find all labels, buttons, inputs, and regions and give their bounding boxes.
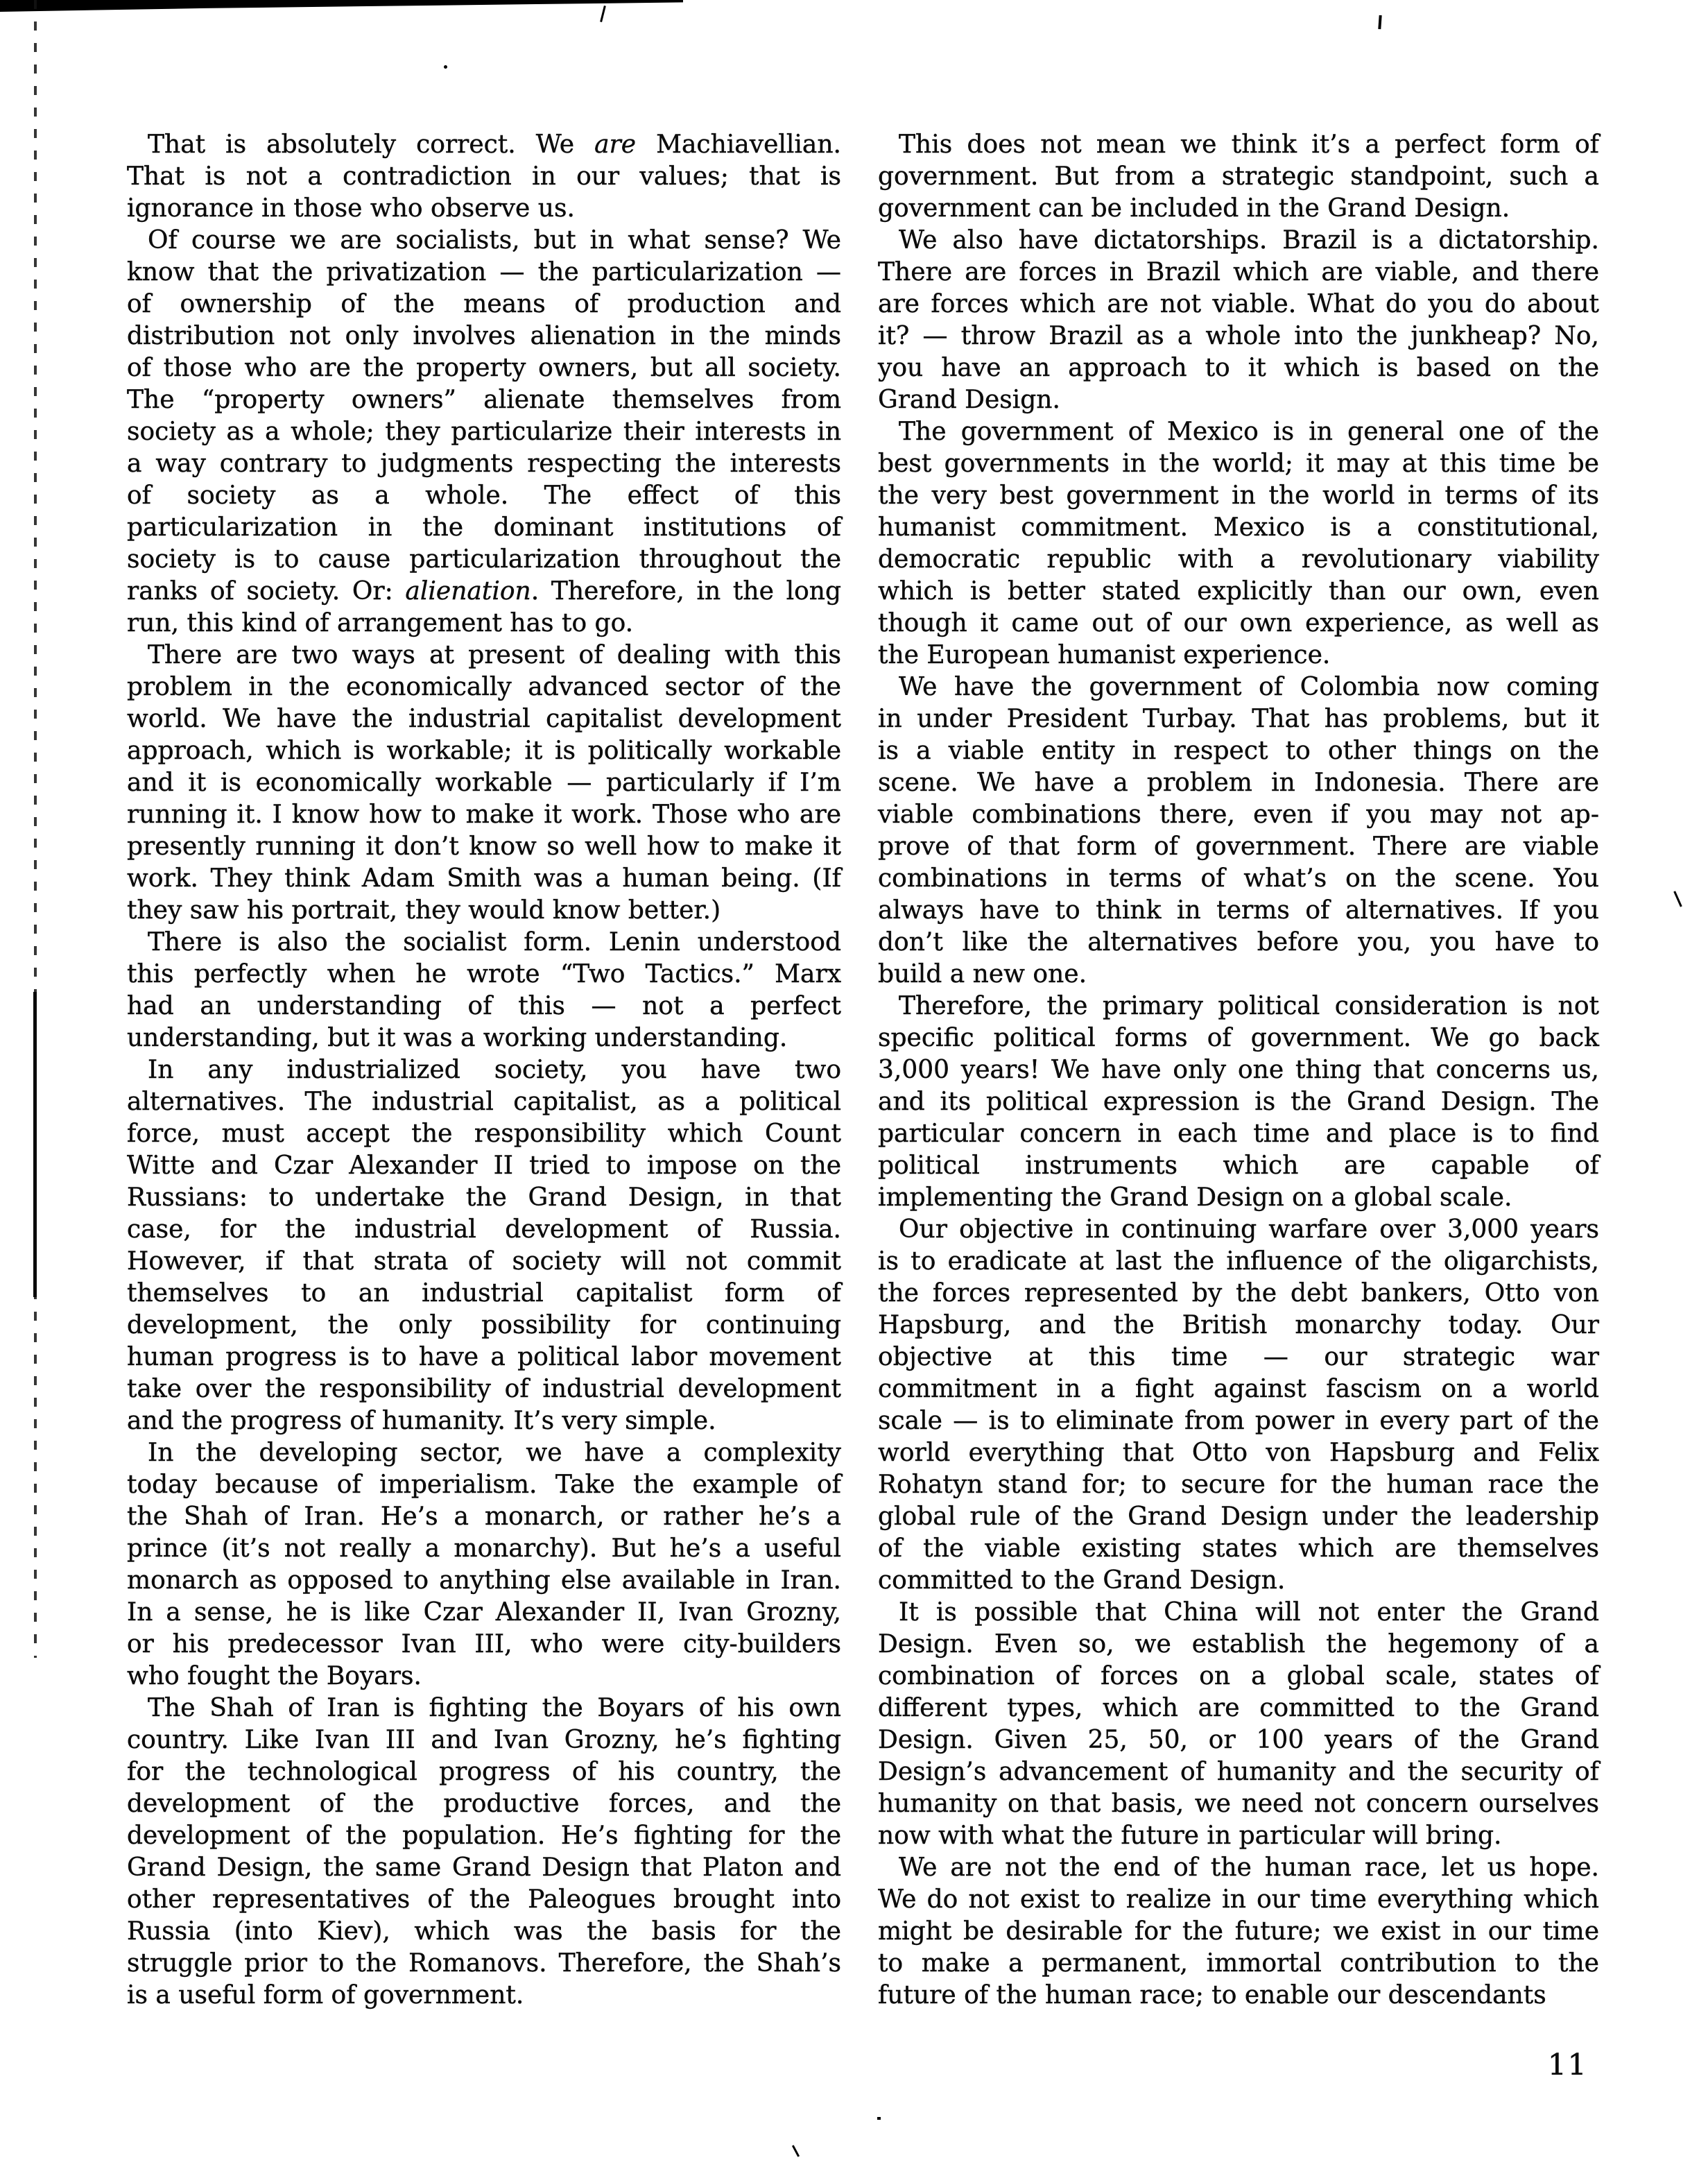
text-line: presently running it don’t know so well how to make it bbox=[127, 832, 841, 861]
text-line: The Shah of Iran is fighting the Boyars of his own bbox=[148, 1694, 841, 1722]
paragraph bbox=[878, 129, 1599, 225]
text-line: build a new one. bbox=[878, 960, 1087, 988]
scan-speck bbox=[792, 2145, 800, 2157]
text-line: That is absolutely correct. We are Machiavellian. bbox=[148, 130, 841, 159]
paragraph bbox=[878, 225, 1599, 416]
scan-speck bbox=[600, 6, 606, 22]
paragraph bbox=[127, 927, 841, 1054]
text-line: 3,000 years! We have only one thing that concerns us, bbox=[878, 1056, 1599, 1084]
text-line: Grand Design, the same Grand Design that Platon and bbox=[127, 1853, 841, 1882]
text-line: government can be included in the Grand Design. bbox=[878, 194, 1510, 223]
scan-speck bbox=[444, 65, 447, 69]
text-line: We also have dictatorships. Brazil is a dictatorship. bbox=[899, 226, 1599, 255]
text-line: country. Like Ivan III and Ivan Grozny, he’s fighting bbox=[127, 1726, 841, 1754]
text-line: Rohatyn stand for; to secure for the human race the bbox=[878, 1471, 1599, 1499]
text-line: distribution not only involves alienation in the minds bbox=[127, 322, 841, 350]
text-line: ignorance in those who observe us. bbox=[127, 194, 575, 223]
text-line: for the technological progress of his country, the bbox=[127, 1758, 841, 1786]
text-line: they saw his portrait, they would know better.) bbox=[127, 896, 721, 925]
text-line: alternatives. The industrial capitalist, as a political bbox=[127, 1088, 841, 1116]
text-line: understanding, but it was a working understanding. bbox=[127, 1024, 788, 1052]
text-line: world everything that Otto von Hapsburg and Felix bbox=[878, 1439, 1599, 1467]
text-line: viable combinations there, even if you may not ap- bbox=[878, 800, 1599, 829]
text-line: In any industrialized society, you have two bbox=[148, 1056, 841, 1084]
text-line: The “property owners” alienate themselves from bbox=[127, 386, 841, 414]
text-line: It is possible that China will not enter the Grand bbox=[899, 1598, 1599, 1627]
paragraph bbox=[127, 1437, 841, 1692]
text-line: However, if that strata of society will not commit bbox=[127, 1247, 841, 1276]
text-line: and its political expression is the Grand Design. The bbox=[878, 1088, 1599, 1116]
text-line: scale — is to eliminate from power in every part of the bbox=[878, 1407, 1599, 1435]
text-line: of the viable existing states which are themselves bbox=[878, 1534, 1599, 1563]
text-line: ranks of society. Or: alienation. Therefore, in the long bbox=[127, 577, 841, 606]
text-line: of society as a whole. The effect of this bbox=[127, 481, 841, 510]
text-line: government. But from a strategic standpoint, such a bbox=[878, 162, 1599, 191]
text-line: Witte and Czar Alexander II tried to impose on the bbox=[127, 1151, 841, 1180]
text-line: scene. We have a problem in Indonesia. There are bbox=[878, 769, 1599, 797]
text-column-right bbox=[878, 129, 1599, 2012]
text-line: democratic republic with a revolutionary viability bbox=[878, 545, 1599, 574]
page-number: 11 bbox=[1548, 2048, 1588, 2082]
text-line: in under President Turbay. That has problems, but it bbox=[878, 705, 1599, 733]
text-line: specific political forms of government. We go back bbox=[878, 1024, 1599, 1052]
paragraph bbox=[127, 225, 841, 640]
text-line: now with what the future in particular will bring. bbox=[878, 1822, 1502, 1850]
text-line: struggle prior to the Romanovs. Therefore, the Shah’s bbox=[127, 1949, 841, 1978]
text-line: it? — throw Brazil as a whole into the junkheap? No, bbox=[878, 322, 1599, 350]
text-line: of those who are the property owners, but all society. bbox=[127, 354, 841, 382]
text-line: Design. Even so, we establish the hegemony of a bbox=[878, 1630, 1599, 1658]
text-line: We are not the end of the human race, let us hope. bbox=[899, 1853, 1599, 1882]
scan-speck bbox=[877, 2117, 881, 2120]
paragraph bbox=[127, 1692, 841, 2012]
text-line: different types, which are committed to the Grand bbox=[878, 1694, 1599, 1722]
text-line: commitment in a fight against fascism on a world bbox=[878, 1375, 1599, 1403]
text-line: the Shah of Iran. He’s a monarch, or rather he’s a bbox=[127, 1502, 841, 1531]
text-line: the forces represented by the debt bankers, Otto von bbox=[878, 1279, 1599, 1308]
paragraph bbox=[878, 1597, 1599, 1852]
text-line: humanist commitment. Mexico is a constitutional, bbox=[878, 513, 1599, 542]
text-line: though it came out of our own experience, as well as bbox=[878, 609, 1599, 637]
text-line: is to eradicate at last the influence of the oligarchists, bbox=[878, 1247, 1599, 1276]
text-line: prove of that form of government. There are viable bbox=[878, 832, 1599, 861]
text-line: this perfectly when he wrote “Two Tactics.” Marx bbox=[127, 960, 841, 988]
text-line: and it is economically workable — particularly if I’m bbox=[127, 769, 841, 797]
text-column-left bbox=[127, 129, 841, 2012]
paragraph bbox=[878, 1214, 1599, 1597]
text-line: human progress is to have a political labor movement bbox=[127, 1343, 841, 1371]
text-line: In the developing sector, we have a complexity bbox=[148, 1439, 841, 1467]
text-line: problem in the economically advanced sector of the bbox=[127, 673, 841, 701]
text-line: always have to think in terms of alternatives. If you bbox=[878, 896, 1599, 925]
text-line: a way contrary to judgments respecting the interests bbox=[127, 449, 841, 478]
text-line: There is also the socialist form. Lenin understood bbox=[148, 928, 841, 957]
text-line: society as a whole; they particularize their interests in bbox=[127, 418, 841, 446]
paragraph bbox=[127, 129, 841, 225]
scan-speck bbox=[1378, 15, 1381, 29]
text-line: In a sense, he is like Czar Alexander II, Ivan Grozny, bbox=[127, 1598, 841, 1627]
scan-fold-line-dense bbox=[33, 992, 37, 1297]
text-line: Design. Given 25, 50, or 100 years of the Grand bbox=[878, 1726, 1599, 1754]
text-line: combinations in terms of what’s on the scene. You bbox=[878, 864, 1599, 893]
text-line: today because of imperialism. Take the example of bbox=[127, 1471, 841, 1499]
text-line: There are forces in Brazil which are viable, and there bbox=[878, 258, 1599, 286]
scan-fold-line bbox=[34, 0, 37, 1658]
text-line: running it. I know how to make it work. Those who are bbox=[127, 800, 841, 829]
paragraph bbox=[878, 991, 1599, 1214]
text-line: objective at this time — our strategic war bbox=[878, 1343, 1599, 1371]
text-line: There are two ways at present of dealing with this bbox=[148, 641, 841, 669]
text-line: or his predecessor Ivan III, who were city-builders bbox=[127, 1630, 841, 1658]
text-line: know that the privatization — the particularization — bbox=[127, 258, 841, 286]
text-line: Grand Design. bbox=[878, 386, 1060, 414]
text-line: Russians: to undertake the Grand Design, in that bbox=[127, 1183, 841, 1212]
text-line: committed to the Grand Design. bbox=[878, 1566, 1286, 1595]
paragraph bbox=[127, 640, 841, 927]
text-line: other representatives of the Paleogues brought into bbox=[127, 1885, 841, 1914]
text-line: monarch as opposed to anything else available in Iran. bbox=[127, 1566, 841, 1595]
text-line: development of the productive forces, and the bbox=[127, 1790, 841, 1818]
text-line: who fought the Boyars. bbox=[127, 1662, 422, 1690]
text-line: had an understanding of this — not a perfect bbox=[127, 992, 841, 1020]
text-line: force, must accept the responsibility which Count bbox=[127, 1120, 841, 1148]
scan-speck bbox=[1673, 891, 1682, 907]
text-line: humanity on that basis, we need not concern ourselves bbox=[878, 1790, 1599, 1818]
text-line: particular concern in each time and place is to find bbox=[878, 1120, 1599, 1148]
text-line: Russia (into Kiev), which was the basis for the bbox=[127, 1917, 841, 1946]
text-line: themselves to an industrial capitalist form of bbox=[127, 1279, 841, 1308]
text-line: Our objective in continuing warfare over 3,000 years bbox=[899, 1215, 1599, 1244]
text-line: We do not exist to realize in our time everything which bbox=[878, 1885, 1599, 1914]
text-line: don’t like the alternatives before you, you have to bbox=[878, 928, 1599, 957]
text-line: Of course we are socialists, but in what sense? We bbox=[148, 226, 841, 255]
text-line: That is not a contradiction in our values; that is bbox=[127, 162, 841, 191]
text-line: is a viable entity in respect to other things on the bbox=[878, 737, 1599, 765]
text-line: approach, which is workable; it is politically workable bbox=[127, 737, 841, 765]
text-line: particularization in the dominant institutions of bbox=[127, 513, 841, 542]
text-line: political instruments which are capable of bbox=[878, 1151, 1599, 1180]
text-line: global rule of the Grand Design under the leadership bbox=[878, 1502, 1599, 1531]
text-line: work. They think Adam Smith was a human being. (If bbox=[127, 864, 841, 893]
text-line: We have the government of Colombia now coming bbox=[899, 673, 1599, 701]
paragraph bbox=[878, 416, 1599, 671]
text-line: best governments in the world; it may at this time be bbox=[878, 449, 1599, 478]
text-line: the very best government in the world in terms of its bbox=[878, 481, 1599, 510]
text-line: are forces which are not viable. What do you do about bbox=[878, 290, 1599, 318]
text-line: world. We have the industrial capitalist development bbox=[127, 705, 841, 733]
text-line: you have an approach to it which is based on the bbox=[878, 354, 1599, 382]
text-line: Therefore, the primary political consideration is not bbox=[899, 992, 1599, 1020]
text-line: prince (it’s not really a monarchy). But he’s a useful bbox=[127, 1534, 841, 1563]
text-line: Design’s advancement of humanity and the security of bbox=[878, 1758, 1599, 1786]
text-line: implementing the Grand Design on a global scale. bbox=[878, 1183, 1512, 1212]
text-line: development, the only possibility for continuing bbox=[127, 1311, 841, 1339]
text-line: might be desirable for the future; we exist in our time bbox=[878, 1917, 1599, 1946]
text-line: Hapsburg, and the British monarchy today. Our bbox=[878, 1311, 1599, 1339]
text-line: the European humanist experience. bbox=[878, 641, 1331, 669]
text-line: This does not mean we think it’s a perfect form of bbox=[899, 130, 1599, 159]
text-line: take over the responsibility of industrial development bbox=[127, 1375, 841, 1403]
text-line: The government of Mexico is in general one of the bbox=[899, 418, 1599, 446]
text-line: of ownership of the means of production and bbox=[127, 290, 841, 318]
text-line: run, this kind of arrangement has to go. bbox=[127, 609, 634, 637]
text-line: which is better stated explicitly than our own, even bbox=[878, 577, 1599, 606]
paragraph bbox=[878, 1852, 1599, 2012]
paragraph bbox=[878, 671, 1599, 991]
text-line: is a useful form of government. bbox=[127, 1981, 524, 2009]
text-line: future of the human race; to enable our descendants bbox=[878, 1981, 1546, 2009]
text-line: case, for the industrial development of Russia. bbox=[127, 1215, 841, 1244]
scan-edge-bar bbox=[0, 0, 683, 12]
text-line: society is to cause particularization throughout the bbox=[127, 545, 841, 574]
text-line: combination of forces on a global scale, states of bbox=[878, 1662, 1599, 1690]
paragraph bbox=[127, 1054, 841, 1437]
text-line: to make a permanent, immortal contribution to the bbox=[878, 1949, 1599, 1978]
text-line: and the progress of humanity. It’s very simple. bbox=[127, 1407, 716, 1435]
text-line: development of the population. He’s fighting for the bbox=[127, 1822, 841, 1850]
